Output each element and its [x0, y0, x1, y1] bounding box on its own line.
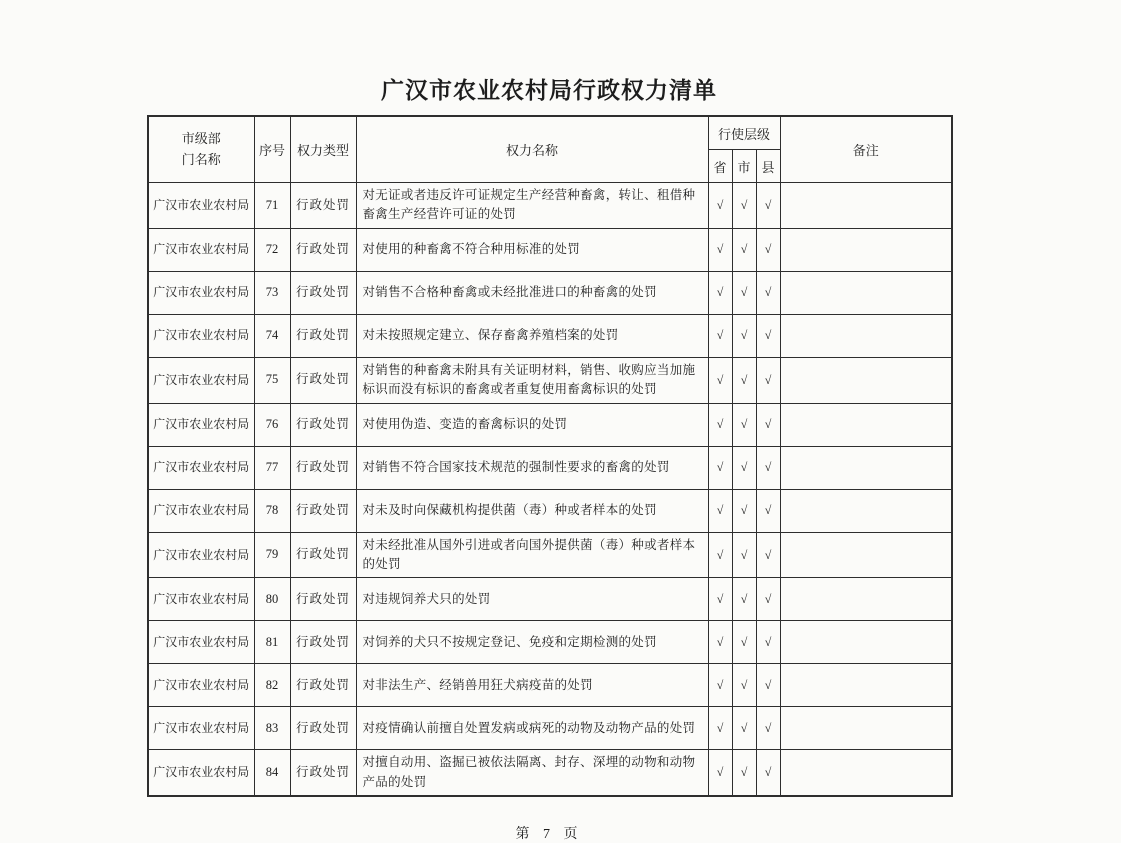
header-level-province: 省	[708, 150, 732, 183]
cell-city-check: √	[732, 446, 756, 489]
table-row	[148, 314, 952, 357]
cell-index: 79	[254, 532, 290, 578]
cell-power-name: 对疫情确认前擅自处置发病或病死的动物及动物产品的处罚	[356, 707, 708, 750]
cell-county-check: √	[756, 271, 780, 314]
cell-province-check: √	[708, 664, 732, 707]
header-remark: 备注	[780, 116, 952, 183]
cell-county-check: √	[756, 183, 780, 229]
cell-power-name: 对无证或者违反许可证规定生产经营种畜禽，转让、租借种畜禽生产经营许可证的处罚	[356, 183, 708, 229]
cell-province-check: √	[708, 271, 732, 314]
cell-remark	[780, 314, 952, 357]
table-header	[148, 116, 952, 183]
cell-city-check: √	[732, 271, 756, 314]
cell-power-type: 行政处罚	[290, 314, 356, 357]
cell-department: 广汉市农业农村局	[148, 446, 254, 489]
cell-department: 广汉市农业农村局	[148, 707, 254, 750]
header-level-group: 行使层级	[708, 116, 780, 150]
table-row	[148, 750, 952, 796]
cell-remark	[780, 664, 952, 707]
cell-department: 广汉市农业农村局	[148, 183, 254, 229]
cell-index: 84	[254, 750, 290, 796]
cell-power-type: 行政处罚	[290, 489, 356, 532]
cell-province-check: √	[708, 621, 732, 664]
cell-province-check: √	[708, 446, 732, 489]
cell-city-check: √	[732, 403, 756, 446]
cell-province-check: √	[708, 403, 732, 446]
cell-province-check: √	[708, 707, 732, 750]
cell-index: 74	[254, 314, 290, 357]
cell-department: 广汉市农业农村局	[148, 271, 254, 314]
header-power-name: 权力名称	[356, 116, 708, 183]
cell-index: 76	[254, 403, 290, 446]
cell-province-check: √	[708, 532, 732, 578]
cell-city-check: √	[732, 314, 756, 357]
cell-power-type: 行政处罚	[290, 446, 356, 489]
cell-power-name: 对未及时向保藏机构提供菌（毒）种或者样本的处罚	[356, 489, 708, 532]
cell-county-check: √	[756, 532, 780, 578]
cell-power-type: 行政处罚	[290, 578, 356, 621]
table-row	[148, 446, 952, 489]
cell-index: 78	[254, 489, 290, 532]
power-list-table	[147, 115, 953, 797]
table-row	[148, 621, 952, 664]
cell-remark	[780, 707, 952, 750]
cell-remark	[780, 271, 952, 314]
table-row	[148, 532, 952, 578]
cell-city-check: √	[732, 532, 756, 578]
table-row	[148, 228, 952, 271]
table-row	[148, 707, 952, 750]
header-level-city: 市	[732, 150, 756, 183]
cell-county-check: √	[756, 621, 780, 664]
cell-department: 广汉市农业农村局	[148, 489, 254, 532]
cell-department: 广汉市农业农村局	[148, 621, 254, 664]
cell-remark	[780, 446, 952, 489]
cell-city-check: √	[732, 578, 756, 621]
cell-county-check: √	[756, 446, 780, 489]
cell-power-type: 行政处罚	[290, 271, 356, 314]
cell-remark	[780, 750, 952, 796]
cell-province-check: √	[708, 314, 732, 357]
cell-city-check: √	[732, 489, 756, 532]
cell-department: 广汉市农业农村局	[148, 532, 254, 578]
table-row	[148, 183, 952, 229]
cell-power-name: 对使用伪造、变造的畜禽标识的处罚	[356, 403, 708, 446]
cell-city-check: √	[732, 664, 756, 707]
header-level-county: 县	[756, 150, 780, 183]
cell-city-check: √	[732, 183, 756, 229]
cell-county-check: √	[756, 357, 780, 403]
cell-department: 广汉市农业农村局	[148, 578, 254, 621]
cell-power-type: 行政处罚	[290, 228, 356, 271]
cell-index: 82	[254, 664, 290, 707]
cell-province-check: √	[708, 357, 732, 403]
cell-power-name: 对饲养的犬只不按规定登记、免疫和定期检测的处罚	[356, 621, 708, 664]
cell-power-name: 对违规饲养犬只的处罚	[356, 578, 708, 621]
cell-county-check: √	[756, 664, 780, 707]
cell-power-name: 对未经批准从国外引进或者向国外提供菌（毒）种或者样本的处罚	[356, 532, 708, 578]
document-page	[147, 0, 951, 843]
cell-remark	[780, 489, 952, 532]
cell-remark	[780, 403, 952, 446]
cell-power-type: 行政处罚	[290, 532, 356, 578]
cell-remark	[780, 228, 952, 271]
cell-power-type: 行政处罚	[290, 357, 356, 403]
cell-department: 广汉市农业农村局	[148, 664, 254, 707]
cell-province-check: √	[708, 228, 732, 271]
cell-power-type: 行政处罚	[290, 707, 356, 750]
table-row	[148, 357, 952, 403]
cell-city-check: √	[732, 357, 756, 403]
cell-remark	[780, 578, 952, 621]
cell-county-check: √	[756, 489, 780, 532]
cell-city-check: √	[732, 707, 756, 750]
cell-index: 72	[254, 228, 290, 271]
cell-county-check: √	[756, 578, 780, 621]
table-body	[148, 183, 952, 797]
cell-power-type: 行政处罚	[290, 664, 356, 707]
page-number: 第 7 页	[515, 827, 583, 842]
header-department	[148, 116, 254, 183]
cell-city-check: √	[732, 228, 756, 271]
cell-remark	[780, 621, 952, 664]
cell-index: 77	[254, 446, 290, 489]
cell-city-check: √	[732, 621, 756, 664]
cell-power-type: 行政处罚	[290, 183, 356, 229]
cell-county-check: √	[756, 228, 780, 271]
table-row	[148, 271, 952, 314]
cell-index: 71	[254, 183, 290, 229]
cell-power-name: 对销售不符合国家技术规范的强制性要求的畜禽的处罚	[356, 446, 708, 489]
table-row	[148, 403, 952, 446]
cell-department: 广汉市农业农村局	[148, 750, 254, 796]
table-row	[148, 578, 952, 621]
cell-index: 83	[254, 707, 290, 750]
table-row	[148, 664, 952, 707]
cell-county-check: √	[756, 314, 780, 357]
cell-county-check: √	[756, 750, 780, 796]
cell-department: 广汉市农业农村局	[148, 228, 254, 271]
header-department-label: 市级部门名称	[181, 130, 221, 167]
cell-city-check: √	[732, 750, 756, 796]
cell-province-check: √	[708, 489, 732, 532]
cell-province-check: √	[708, 750, 732, 796]
header-index: 序号	[254, 116, 290, 183]
cell-remark	[780, 183, 952, 229]
cell-department: 广汉市农业农村局	[148, 314, 254, 357]
cell-department: 广汉市农业农村局	[148, 403, 254, 446]
cell-index: 80	[254, 578, 290, 621]
cell-power-name: 对擅自动用、盗掘已被依法隔离、封存、深埋的动物和动物产品的处罚	[356, 750, 708, 796]
cell-index: 75	[254, 357, 290, 403]
cell-power-name: 对非法生产、经销兽用狂犬病疫苗的处罚	[356, 664, 708, 707]
cell-index: 81	[254, 621, 290, 664]
cell-power-type: 行政处罚	[290, 750, 356, 796]
page-title: 广汉市农业农村局行政权力清单	[381, 78, 717, 103]
cell-province-check: √	[708, 183, 732, 229]
cell-power-name: 对未按照规定建立、保存畜禽养殖档案的处罚	[356, 314, 708, 357]
cell-county-check: √	[756, 707, 780, 750]
cell-power-name: 对销售的种畜禽未附具有关证明材料，销售、收购应当加施标识而没有标识的畜禽或者重复使用畜禽标识的处罚	[356, 357, 708, 403]
table-row	[148, 489, 952, 532]
cell-province-check: √	[708, 578, 732, 621]
cell-power-type: 行政处罚	[290, 403, 356, 446]
cell-department: 广汉市农业农村局	[148, 357, 254, 403]
cell-remark	[780, 532, 952, 578]
cell-power-name: 对使用的种畜禽不符合种用标准的处罚	[356, 228, 708, 271]
header-type: 权力类型	[290, 116, 356, 183]
cell-county-check: √	[756, 403, 780, 446]
cell-power-type: 行政处罚	[290, 621, 356, 664]
cell-power-name: 对销售不合格种畜禽或未经批准进口的种畜禽的处罚	[356, 271, 708, 314]
cell-index: 73	[254, 271, 290, 314]
cell-remark	[780, 357, 952, 403]
